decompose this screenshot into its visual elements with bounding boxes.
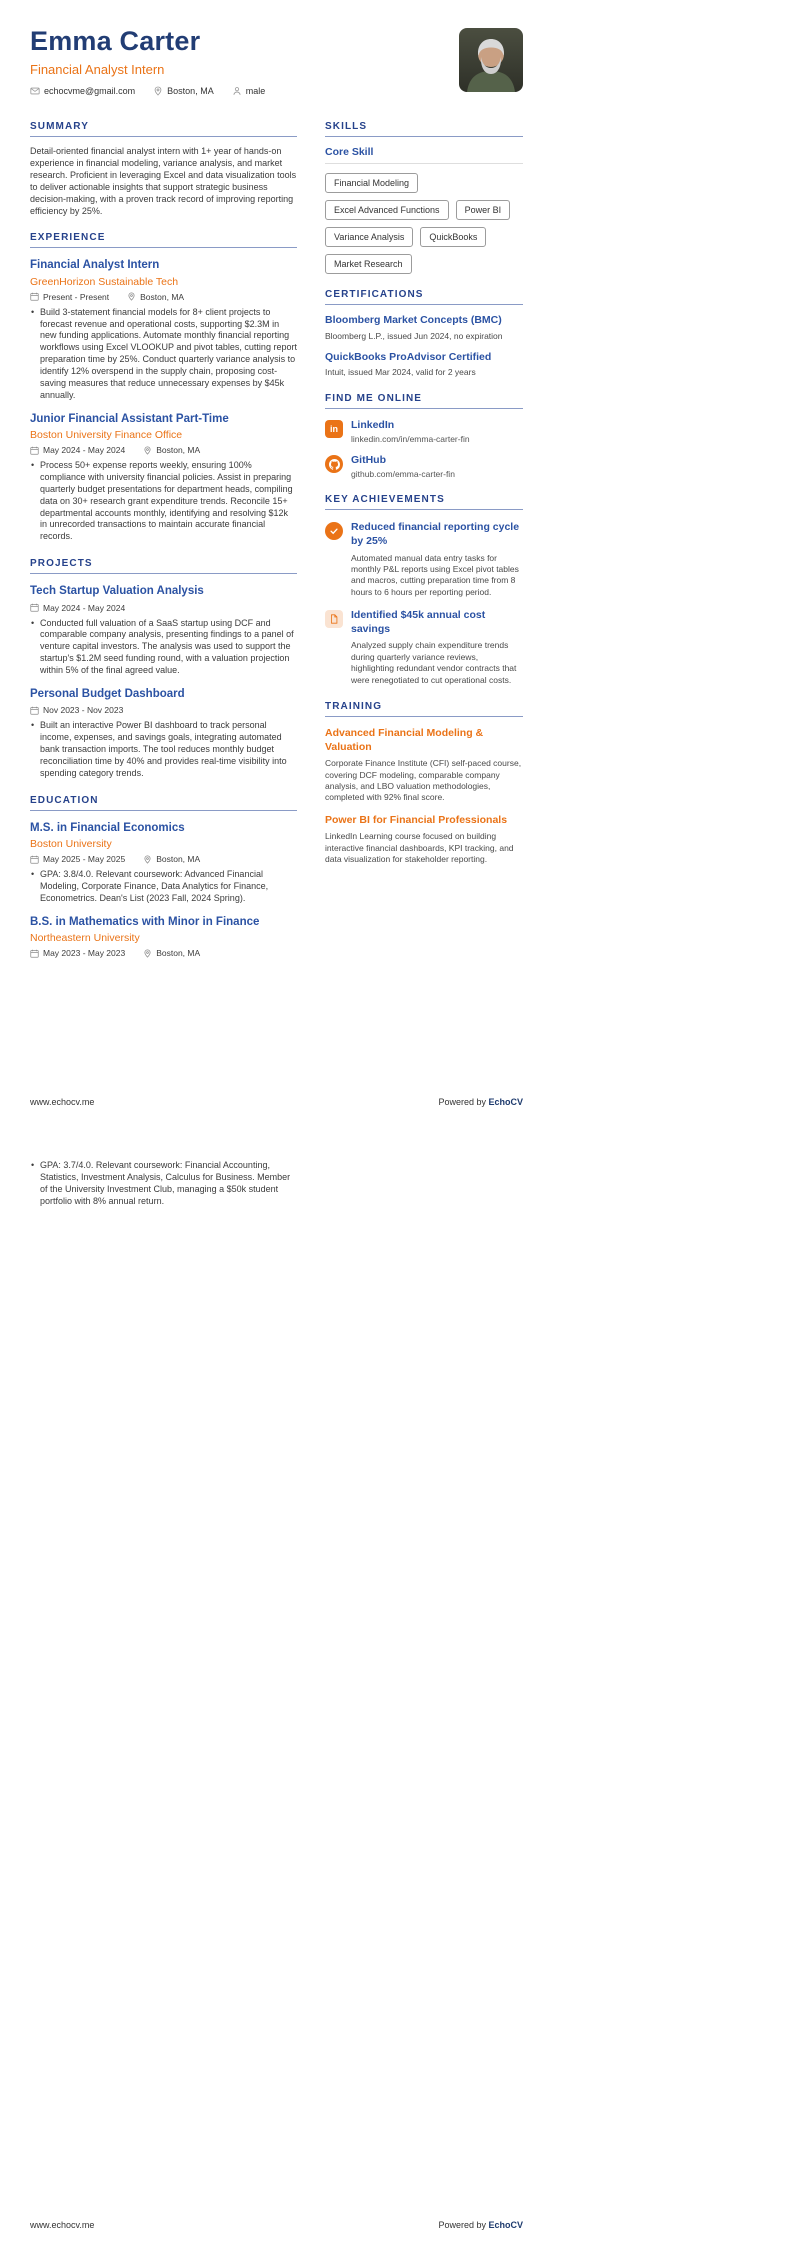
footer-powered-prefix: Powered by [438, 2220, 489, 2230]
experience-company: GreenHorizon Sustainable Tech [30, 275, 179, 288]
summary-section [30, 121, 297, 217]
training-text: Corporate Finance Institute (CFI) self-paced course, covering DCF modeling, comparable company analysis, and LBO valuation methodologies, completed with 92% final score. [325, 758, 522, 803]
page-footer [30, 1097, 523, 1107]
summary-text: Detail-oriented financial analyst intern with 1+ year of hands-on experience in financial modeling, variance analysis, and market research. Proficient in leveraging Excel and data visualization tools to deliver actionable insights that support strategic business decision-making, with a proven track record of improving reporting efficiency by 25%. [30, 146, 297, 217]
training-item [325, 814, 523, 866]
page-footer [30, 2220, 523, 2230]
project-meta [30, 603, 297, 613]
skill-chip: Market Research [325, 254, 412, 274]
skill-chip: QuickBooks [420, 227, 486, 247]
training-item [325, 727, 523, 804]
experience-dates: Present - Present [43, 291, 110, 302]
projects-heading: PROJECTS [30, 558, 297, 574]
social-link-row [325, 454, 523, 479]
certifications-section [325, 289, 523, 378]
education-item [30, 915, 297, 958]
experience-bullet: • Build 3-statement financial models for 8+ client projects to forecast revenue and operational costs, supporting $2.3M in new funding applications. Automate monthly financial reporting workflows using Excel VLOOKUP and pivot tables, cutting report preparation time by 25%. Conduct quarterly variance analysis to identify 12% overspend in the supply chain, proposing cost-saving measures that reduce unnecessary expenses by $45k annually. [30, 307, 297, 402]
education-degree: M.S. in Financial Economics [30, 821, 185, 834]
education-dates: May 2023 - May 2023 [43, 948, 126, 959]
key-achievements-section [325, 494, 523, 686]
achievement-check-icon [325, 522, 343, 540]
project-dates: May 2024 - May 2024 [43, 602, 126, 613]
experience-bullets [30, 460, 297, 543]
experience-title: Financial Analyst Intern [30, 259, 160, 272]
location-icon [153, 86, 163, 96]
footer-site-link[interactable]: www.echocv.me [30, 2220, 95, 2230]
skill-chip: Excel Advanced Functions [325, 200, 449, 220]
education-section [30, 795, 297, 958]
calendar-icon [30, 949, 39, 958]
project-item [30, 687, 297, 780]
achievement-item [325, 609, 523, 686]
location-icon [143, 949, 152, 958]
contact-gender [232, 86, 266, 96]
experience-heading: EXPERIENCE [30, 232, 297, 248]
project-dates: Nov 2023 - Nov 2023 [43, 705, 124, 716]
contact-location [153, 86, 214, 96]
contact-location-text: Boston, MA [167, 86, 214, 96]
certification-detail: Intuit, issued Mar 2024, valid for 2 years [325, 367, 476, 378]
experience-title: Junior Financial Assistant Part-Time [30, 412, 229, 425]
two-column-body [30, 106, 523, 958]
footer-powered-by [438, 1097, 523, 1107]
social-url[interactable]: linkedin.com/in/emma-carter-fin [351, 434, 470, 445]
calendar-icon [30, 706, 39, 715]
education-location: Boston, MA [156, 854, 201, 865]
education-bullet: • GPA: 3.8/4.0. Relevant coursework: Advanced Financial Modeling, Corporate Finance, Data Analytics for Finance, Econometrics. Dean's List (2023 Fall, 2024 Spring). [30, 869, 297, 905]
footer-brand: EchoCV [488, 1097, 523, 1107]
education-heading: EDUCATION [30, 795, 297, 811]
skills-group-label: Core Skill [325, 146, 523, 164]
achievement-title: Identified $45k annual cost savings [351, 609, 486, 635]
experience-meta [30, 445, 297, 455]
experience-company: Boston University Finance Office [30, 429, 183, 442]
calendar-icon [30, 446, 39, 455]
education-dates: May 2025 - May 2025 [43, 854, 126, 865]
location-icon [127, 292, 136, 301]
project-bullets [30, 720, 297, 779]
project-bullet: • Conducted full valuation of a SaaS startup using DCF and comparable company analysis, presenting findings to a panel of venture capital investors. The analysis was used to support the startup's $1.2M seed funding round, with a valuation projection within 5% of the final agreed value. [30, 618, 297, 677]
experience-location: Boston, MA [156, 445, 201, 456]
calendar-icon [30, 292, 39, 301]
education-meta [30, 948, 297, 958]
certification-name: QuickBooks ProAdvisor Certified [325, 350, 492, 363]
summary-heading: SUMMARY [30, 121, 297, 137]
github-icon [325, 455, 343, 473]
education-school: Boston University [30, 838, 112, 851]
experience-dates: May 2024 - May 2024 [43, 445, 126, 456]
email-icon [30, 86, 40, 96]
skill-chip: Financial Modeling [325, 173, 418, 193]
experience-meta [30, 292, 297, 302]
contact-email[interactable] [30, 86, 135, 96]
education-bullets [30, 869, 297, 905]
contact-email-text[interactable]: echocvme@gmail.com [44, 86, 136, 96]
project-title: Personal Budget Dashboard [30, 687, 185, 700]
left-column [30, 106, 297, 958]
education-location: Boston, MA [156, 948, 201, 959]
contact-row [30, 86, 523, 96]
certification-detail: Bloomberg L.P., issued Jun 2024, no expiration [325, 330, 503, 341]
social-label: GitHub [351, 454, 386, 467]
footer-site-link[interactable]: www.echocv.me [30, 1097, 95, 1107]
skill-chip: Power BI [456, 200, 511, 220]
certifications-heading: CERTIFICATIONS [325, 289, 523, 305]
achievement-document-icon [325, 610, 343, 628]
person-icon [232, 86, 242, 96]
certification-name: Bloomberg Market Concepts (BMC) [325, 314, 502, 326]
project-item [30, 584, 297, 677]
projects-section [30, 558, 297, 780]
experience-bullets [30, 307, 297, 402]
skill-chip: Variance Analysis [325, 227, 413, 247]
project-bullets [30, 618, 297, 677]
right-column [325, 106, 523, 958]
person-name: Emma Carter [30, 26, 201, 56]
certification-item [325, 314, 523, 342]
certification-item [325, 351, 523, 379]
social-link-row [325, 419, 523, 444]
achievement-item [325, 521, 523, 598]
education-meta [30, 854, 297, 864]
education-continued [0, 1123, 300, 1208]
footer-powered-by [438, 2220, 523, 2230]
resume-header [30, 26, 523, 104]
key-achievements-heading: KEY ACHIEVEMENTS [325, 494, 523, 510]
education-degree: B.S. in Mathematics with Minor in Finance [30, 915, 260, 928]
footer-powered-prefix: Powered by [438, 1097, 489, 1107]
person-role: Financial Analyst Intern [30, 62, 165, 77]
project-title: Tech Startup Valuation Analysis [30, 585, 204, 598]
skill-chips [325, 173, 523, 274]
location-icon [143, 446, 152, 455]
skills-heading: SKILLS [325, 121, 523, 137]
location-icon [143, 855, 152, 864]
calendar-icon [30, 855, 39, 864]
education-school: Northeastern University [30, 932, 140, 945]
achievement-title: Reduced financial reporting cycle by 25% [351, 521, 520, 548]
training-title: Advanced Financial Modeling & Valuation [325, 726, 484, 753]
training-text: LinkedIn Learning course focused on building interactive financial dashboards, KPI tracking, and data visualization for stakeholder reporting. [325, 831, 514, 865]
experience-bullet: • Process 50+ expense reports weekly, ensuring 100% compliance with university financial policies. Assist in preparing quarterly budget presentations for department heads, compiling data on 30+ research grant expenditure trends. Reconcile 15+ departmental accounts monthly, identifying and resolving $12k in unrecorded transactions to maintain accurate financial records. [30, 460, 297, 543]
project-meta [30, 705, 297, 715]
social-url[interactable]: github.com/emma-carter-fin [351, 469, 455, 480]
education-continued-bullet: • GPA: 3.7/4.0. Relevant coursework: Financial Accounting, Statistics, Investment Analysis, Calculus for Business. Member of the University Investment Club, managing a $50k student portfolio with 8% annual return. [30, 1160, 300, 1208]
social-label: LinkedIn [351, 419, 395, 432]
page-2 [0, 1123, 794, 2246]
contact-gender-text: male [245, 86, 266, 96]
find-me-online-section [325, 393, 523, 479]
training-title: Power BI for Financial Professionals [325, 813, 508, 826]
experience-item [30, 412, 297, 544]
project-bullet: • Built an interactive Power BI dashboard to track personal income, expenses, and savings goals, integrating automated bank transaction imports. The tool reduces monthly budget reconciliation time by 40% and provides real-time visibility into spending category trends. [30, 720, 297, 779]
achievement-text: Automated manual data entry tasks for monthly P&L reports using Excel pivot tables and macros, cutting preparation time from 8 hours to 6 hours per reporting period. [351, 552, 519, 597]
education-item [30, 821, 297, 905]
experience-item [30, 258, 297, 401]
achievement-text: Analyzed supply chain expenditure trends during quarterly variance reviews, highlighting redundant vendor contracts that were renegotiated to cut operational costs. [351, 640, 517, 685]
footer-brand: EchoCV [488, 2220, 523, 2230]
experience-location: Boston, MA [140, 291, 185, 302]
skills-section [325, 121, 523, 274]
training-heading: TRAINING [325, 701, 523, 717]
training-section [325, 701, 523, 866]
find-me-online-heading: FIND ME ONLINE [325, 393, 523, 409]
experience-section [30, 232, 297, 543]
linkedin-icon: in [325, 420, 343, 438]
education-bullets [30, 1160, 300, 1208]
profile-photo [459, 28, 523, 92]
calendar-icon [30, 603, 39, 612]
